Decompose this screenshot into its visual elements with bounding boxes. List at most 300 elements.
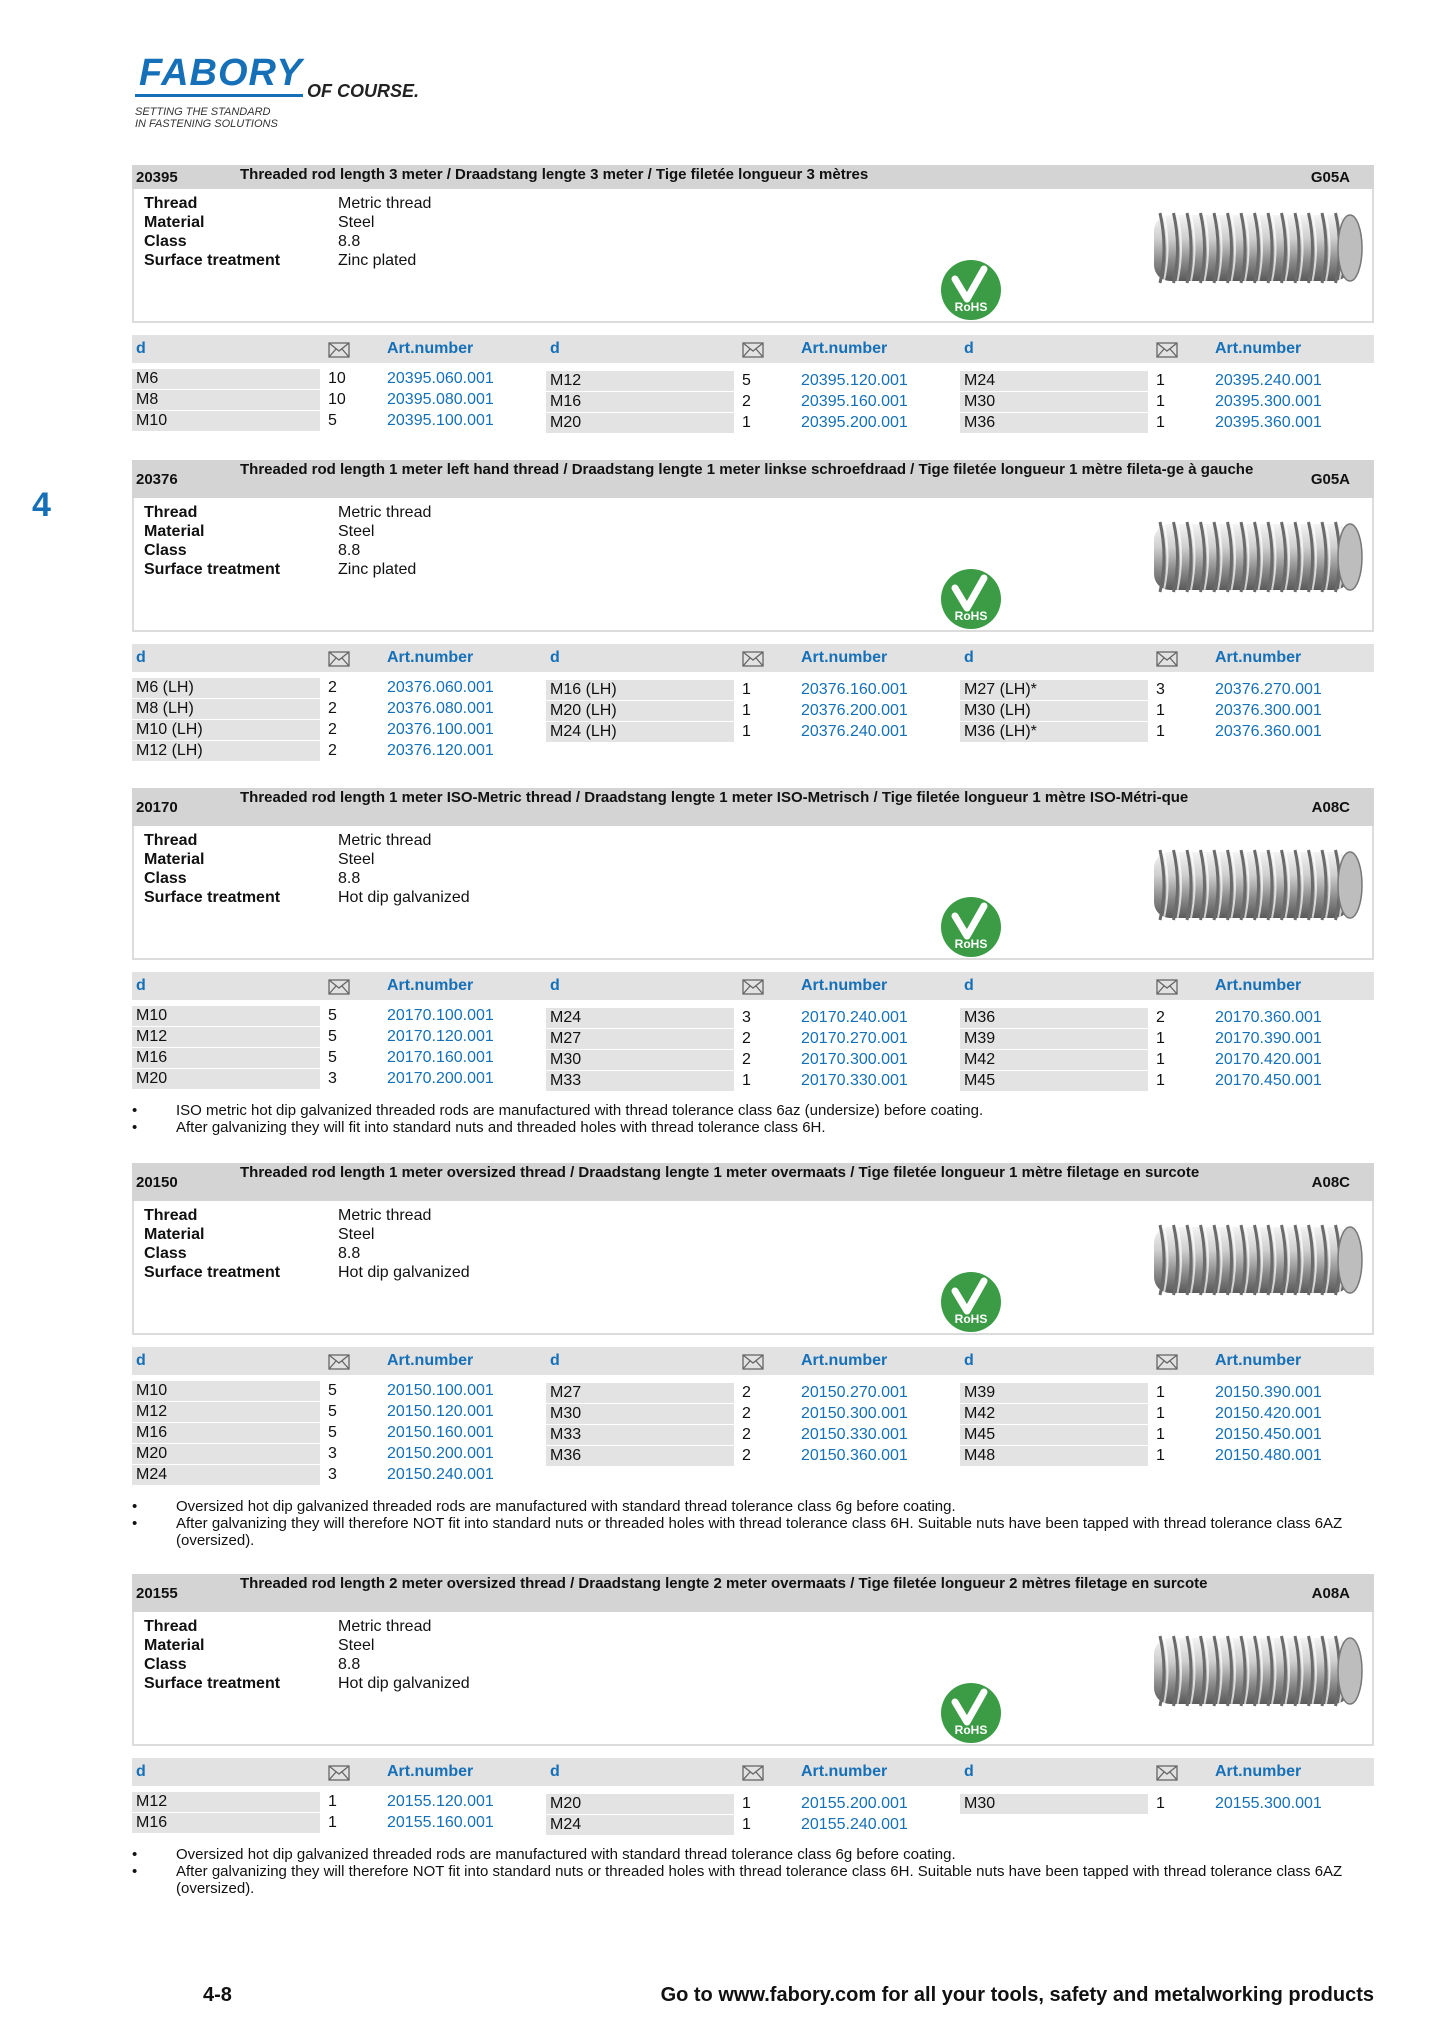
class-code: A08A bbox=[1311, 1585, 1350, 1602]
rohs-icon bbox=[940, 259, 1002, 321]
article-number-link[interactable]: 20395.200.001 bbox=[801, 414, 908, 431]
property-value-material: Steel bbox=[338, 523, 375, 540]
pack-quantity: 1 bbox=[742, 723, 751, 740]
column-header-d: d bbox=[550, 649, 560, 666]
property-value-surface: Hot dip galvanized bbox=[338, 889, 470, 906]
property-label-surface: Surface treatment bbox=[144, 1264, 281, 1281]
section-header bbox=[132, 460, 1374, 498]
pack-quantity: 2 bbox=[742, 393, 751, 410]
article-number-link[interactable]: 20150.450.001 bbox=[1215, 1426, 1322, 1443]
article-number-link[interactable]: 20150.120.001 bbox=[387, 1403, 494, 1420]
logo-underline bbox=[135, 94, 303, 97]
svg-text:RoHS: RoHS bbox=[954, 937, 988, 951]
article-number-link[interactable]: 20170.100.001 bbox=[387, 1007, 494, 1024]
article-number-link[interactable]: 20155.120.001 bbox=[387, 1793, 494, 1810]
note-text: Oversized hot dip galvanized threaded rods are manufactured with standard thread tolerance class 6g before coating. bbox=[176, 1846, 956, 1863]
size-cell: M30 bbox=[960, 1794, 1148, 1814]
pack-quantity: 2 bbox=[742, 1426, 751, 1443]
class-code: A08C bbox=[1311, 1174, 1350, 1191]
property-label-thread: Thread bbox=[144, 1207, 198, 1224]
pack-quantity: 5 bbox=[328, 1424, 337, 1441]
property-value-material: Steel bbox=[338, 1637, 375, 1654]
article-number-link[interactable]: 20395.080.001 bbox=[387, 391, 494, 408]
section-header bbox=[132, 788, 1374, 826]
article-group-code: 20155 bbox=[136, 1585, 178, 1602]
size-cell: M16 bbox=[132, 1423, 320, 1443]
property-label-surface: Surface treatment bbox=[144, 561, 281, 578]
size-cell: M36 (LH)* bbox=[960, 722, 1148, 742]
pack-quantity: 5 bbox=[328, 1049, 337, 1066]
column-header-art-number: Art.number bbox=[1215, 1352, 1302, 1369]
article-number-link[interactable]: 20395.060.001 bbox=[387, 370, 494, 387]
pack-quantity: 2 bbox=[328, 700, 337, 717]
property-label-material: Material bbox=[144, 523, 205, 540]
pack-quantity: 1 bbox=[1156, 393, 1165, 410]
fabory-logo bbox=[135, 52, 435, 132]
mail-icon bbox=[1156, 342, 1178, 358]
rohs-icon bbox=[940, 568, 1002, 630]
article-number-link[interactable]: 20376.060.001 bbox=[387, 679, 494, 696]
property-label-material: Material bbox=[144, 214, 205, 231]
size-cell: M30 bbox=[546, 1404, 734, 1424]
product-section-20170 bbox=[132, 788, 1374, 1136]
section-header bbox=[132, 1163, 1374, 1201]
pack-quantity: 2 bbox=[742, 1030, 751, 1047]
mail-icon bbox=[328, 1765, 350, 1781]
pack-quantity: 3 bbox=[742, 1009, 751, 1026]
size-cell: M30 (LH) bbox=[960, 701, 1148, 721]
article-number-link[interactable]: 20155.200.001 bbox=[801, 1795, 908, 1812]
property-label-thread: Thread bbox=[144, 504, 198, 521]
column-header-art-number: Art.number bbox=[387, 1763, 474, 1780]
column-header-d: d bbox=[550, 1352, 560, 1369]
mail-icon bbox=[1156, 651, 1178, 667]
size-cell: M10 bbox=[132, 1381, 320, 1401]
column-header-d: d bbox=[964, 1352, 974, 1369]
size-cell: M33 bbox=[546, 1071, 734, 1091]
pack-quantity: 5 bbox=[328, 1007, 337, 1024]
size-cell: M30 bbox=[546, 1050, 734, 1070]
class-code: G05A bbox=[1310, 169, 1350, 186]
logo-brand: FABORY bbox=[139, 52, 303, 94]
properties-box bbox=[132, 826, 1374, 960]
bullet: • bbox=[132, 1498, 138, 1515]
mail-icon bbox=[328, 342, 350, 358]
size-cell: M39 bbox=[960, 1383, 1148, 1403]
property-value-material: Steel bbox=[338, 1226, 375, 1243]
size-cell: M42 bbox=[960, 1050, 1148, 1070]
property-value-class: 8.8 bbox=[338, 542, 361, 559]
property-value-class: 8.8 bbox=[338, 1245, 361, 1262]
section-title: Threaded rod length 3 meter / Draadstang lengte 3 meter / Tige filetée longueur 3 mètres bbox=[240, 166, 869, 183]
property-value-surface: Zinc plated bbox=[338, 561, 417, 578]
table-header bbox=[132, 1758, 1374, 1786]
product-section-20395 bbox=[132, 165, 1374, 431]
logo-subtitle-2: IN FASTENING SOLUTIONS bbox=[135, 118, 278, 130]
mail-icon bbox=[742, 1765, 764, 1781]
property-value-material: Steel bbox=[338, 214, 375, 231]
svg-text:RoHS: RoHS bbox=[954, 1723, 988, 1737]
logo-tagline: OF COURSE. bbox=[307, 81, 420, 101]
article-number-link[interactable]: 20150.360.001 bbox=[801, 1447, 908, 1464]
article-number-link[interactable]: 20170.300.001 bbox=[801, 1051, 908, 1068]
article-number-link[interactable]: 20170.390.001 bbox=[1215, 1030, 1322, 1047]
pack-quantity: 1 bbox=[742, 1072, 751, 1089]
article-number-link[interactable]: 20376.300.001 bbox=[1215, 702, 1322, 719]
svg-text:RoHS: RoHS bbox=[954, 609, 988, 623]
size-cell: M20 bbox=[132, 1069, 320, 1089]
size-cell: M24 bbox=[546, 1008, 734, 1028]
size-cell: M12 bbox=[546, 371, 734, 391]
article-number-link[interactable]: 20170.360.001 bbox=[1215, 1009, 1322, 1026]
size-cell: M36 bbox=[546, 1446, 734, 1466]
property-label-material: Material bbox=[144, 1637, 205, 1654]
note-text: After galvanizing they will fit into standard nuts and threaded holes with thread tolerance class 6H. bbox=[176, 1119, 826, 1136]
bullet: • bbox=[132, 1515, 138, 1532]
article-number-link[interactable]: 20155.240.001 bbox=[801, 1816, 908, 1833]
size-cell: M36 bbox=[960, 413, 1148, 433]
pack-quantity: 5 bbox=[328, 1382, 337, 1399]
class-code: G05A bbox=[1310, 471, 1350, 488]
size-cell: M45 bbox=[960, 1071, 1148, 1091]
pack-quantity: 1 bbox=[1156, 1426, 1165, 1443]
section-header bbox=[132, 165, 1374, 189]
column-header-d: d bbox=[550, 977, 560, 994]
pack-quantity: 3 bbox=[328, 1070, 337, 1087]
size-cell: M24 bbox=[960, 371, 1148, 391]
property-label-thread: Thread bbox=[144, 832, 198, 849]
column-header-art-number: Art.number bbox=[801, 649, 888, 666]
column-header-art-number: Art.number bbox=[801, 1763, 888, 1780]
section-title: Threaded rod length 1 meter oversized thread / Draadstang lengte 1 meter overmaats / Tige filetée longueur 1 mètre filetage en surcote bbox=[240, 1164, 1200, 1181]
class-code: A08C bbox=[1311, 799, 1350, 816]
article-number-link[interactable]: 20170.160.001 bbox=[387, 1049, 494, 1066]
article-number-link[interactable]: 20395.100.001 bbox=[387, 412, 494, 429]
mail-icon bbox=[1156, 1765, 1178, 1781]
column-header-d: d bbox=[136, 1352, 146, 1369]
column-header-art-number: Art.number bbox=[801, 340, 888, 357]
table-header bbox=[132, 1347, 1374, 1375]
property-value-thread: Metric thread bbox=[338, 504, 432, 521]
rohs-icon bbox=[940, 1271, 1002, 1333]
pack-quantity: 2 bbox=[742, 1405, 751, 1422]
properties-box bbox=[132, 1201, 1374, 1335]
article-number-link[interactable]: 20170.450.001 bbox=[1215, 1072, 1322, 1089]
article-number-link[interactable]: 20376.270.001 bbox=[1215, 681, 1322, 698]
article-number-link[interactable]: 20395.300.001 bbox=[1215, 393, 1322, 410]
size-cell: M39 bbox=[960, 1029, 1148, 1049]
mail-icon bbox=[742, 651, 764, 667]
article-number-link[interactable]: 20150.270.001 bbox=[801, 1384, 908, 1401]
property-label-class: Class bbox=[144, 1656, 187, 1673]
property-label-surface: Surface treatment bbox=[144, 252, 281, 269]
column-header-art-number: Art.number bbox=[1215, 340, 1302, 357]
size-cell: M10 bbox=[132, 411, 320, 431]
property-value-surface: Hot dip galvanized bbox=[338, 1264, 470, 1281]
table-header bbox=[132, 972, 1374, 1000]
bullet: • bbox=[132, 1863, 138, 1880]
article-number-link[interactable]: 20170.420.001 bbox=[1215, 1051, 1322, 1068]
pack-quantity: 1 bbox=[1156, 1051, 1165, 1068]
pack-quantity: 1 bbox=[742, 681, 751, 698]
property-value-thread: Metric thread bbox=[338, 195, 432, 212]
article-number-link[interactable]: 20170.330.001 bbox=[801, 1072, 908, 1089]
article-number-link[interactable]: 20376.080.001 bbox=[387, 700, 494, 717]
article-number-link[interactable]: 20376.240.001 bbox=[801, 723, 908, 740]
property-value-surface: Zinc plated bbox=[338, 252, 417, 269]
property-label-surface: Surface treatment bbox=[144, 1675, 281, 1692]
pack-quantity: 1 bbox=[1156, 414, 1165, 431]
article-group-code: 20376 bbox=[136, 471, 178, 488]
size-cell: M20 bbox=[132, 1444, 320, 1464]
property-label-thread: Thread bbox=[144, 195, 198, 212]
threaded-rod-image bbox=[1146, 514, 1364, 600]
note-text: After galvanizing they will therefore NOT fit into standard nuts or threaded holes with thread tolerance class 6H. Suitable nuts have been tapped with thread tolerance class 6AZ (oversized). bbox=[176, 1515, 1343, 1549]
property-value-thread: Metric thread bbox=[338, 1618, 432, 1635]
article-group-code: 20395 bbox=[136, 169, 178, 186]
article-number-link[interactable]: 20150.420.001 bbox=[1215, 1405, 1322, 1422]
pack-quantity: 1 bbox=[1156, 1447, 1165, 1464]
column-header-art-number: Art.number bbox=[801, 977, 888, 994]
size-cell: M10 (LH) bbox=[132, 720, 320, 740]
property-value-thread: Metric thread bbox=[338, 832, 432, 849]
pack-quantity: 1 bbox=[742, 414, 751, 431]
section-header bbox=[132, 1574, 1374, 1612]
article-number-link[interactable]: 20395.160.001 bbox=[801, 393, 908, 410]
page-number: 4-8 bbox=[203, 1984, 232, 2006]
property-label-material: Material bbox=[144, 851, 205, 868]
pack-quantity: 1 bbox=[1156, 723, 1165, 740]
article-number-link[interactable]: 20150.390.001 bbox=[1215, 1384, 1322, 1401]
threaded-rod-image bbox=[1146, 1628, 1364, 1714]
logo-subtitle-1: SETTING THE STANDARD bbox=[135, 106, 271, 118]
column-header-d: d bbox=[136, 1763, 146, 1780]
article-number-link[interactable]: 20376.160.001 bbox=[801, 681, 908, 698]
size-cell: M16 bbox=[132, 1813, 320, 1833]
column-header-d: d bbox=[964, 649, 974, 666]
pack-quantity: 2 bbox=[328, 721, 337, 738]
pack-quantity: 1 bbox=[328, 1814, 337, 1831]
column-header-art-number: Art.number bbox=[387, 977, 474, 994]
size-cell: M24 (LH) bbox=[546, 722, 734, 742]
article-number-link[interactable]: 20376.120.001 bbox=[387, 742, 494, 759]
pack-quantity: 10 bbox=[328, 391, 346, 408]
article-number-link[interactable]: 20150.480.001 bbox=[1215, 1447, 1322, 1464]
size-cell: M8 bbox=[132, 390, 320, 410]
pack-quantity: 1 bbox=[1156, 702, 1165, 719]
chapter-number: 4 bbox=[32, 486, 51, 524]
property-value-class: 8.8 bbox=[338, 1656, 361, 1673]
article-number-link[interactable]: 20155.160.001 bbox=[387, 1814, 494, 1831]
section-title: Threaded rod length 1 meter ISO-Metric thread / Draadstang lengte 1 meter ISO-Metrisch / Tige filetée longueur 1 mètre ISO-Métri-que bbox=[240, 789, 1189, 806]
footer-promo: Go to www.fabory.com for all your tools, safety and metalworking products bbox=[660, 1984, 1374, 2006]
property-label-thread: Thread bbox=[144, 1618, 198, 1635]
article-number-link[interactable]: 20150.100.001 bbox=[387, 1382, 494, 1399]
column-header-d: d bbox=[136, 340, 146, 357]
pack-quantity: 1 bbox=[1156, 1072, 1165, 1089]
note-text: Oversized hot dip galvanized threaded rods are manufactured with standard thread tolerance class 6g before coating. bbox=[176, 1498, 956, 1515]
pack-quantity: 2 bbox=[742, 1051, 751, 1068]
property-label-class: Class bbox=[144, 233, 187, 250]
article-group-code: 20170 bbox=[136, 799, 178, 816]
size-cell: M27 (LH)* bbox=[960, 680, 1148, 700]
property-label-class: Class bbox=[144, 1245, 187, 1262]
size-cell: M45 bbox=[960, 1425, 1148, 1445]
section-title: Threaded rod length 2 meter oversized thread / Draadstang lengte 2 meter overmaats / Tige filetée longueur 2 mètres filetage en surcote bbox=[240, 1575, 1208, 1592]
pack-quantity: 2 bbox=[328, 679, 337, 696]
pack-quantity: 2 bbox=[328, 742, 337, 759]
size-cell: M42 bbox=[960, 1404, 1148, 1424]
product-section-20376 bbox=[132, 460, 1374, 759]
rohs-icon bbox=[940, 1682, 1002, 1744]
column-header-art-number: Art.number bbox=[387, 649, 474, 666]
pack-quantity: 1 bbox=[1156, 1795, 1165, 1812]
svg-text:RoHS: RoHS bbox=[954, 1312, 988, 1326]
pack-quantity: 5 bbox=[328, 1028, 337, 1045]
column-header-art-number: Art.number bbox=[1215, 1763, 1302, 1780]
size-cell: M16 bbox=[132, 1048, 320, 1068]
size-cell: M27 bbox=[546, 1383, 734, 1403]
threaded-rod-image bbox=[1146, 1217, 1364, 1303]
property-value-surface: Hot dip galvanized bbox=[338, 1675, 470, 1692]
article-number-link[interactable]: 20150.330.001 bbox=[801, 1426, 908, 1443]
pack-quantity: 2 bbox=[742, 1384, 751, 1401]
table-header bbox=[132, 335, 1374, 363]
column-header-art-number: Art.number bbox=[387, 340, 474, 357]
mail-icon bbox=[328, 651, 350, 667]
size-cell: M16 (LH) bbox=[546, 680, 734, 700]
article-number-link[interactable]: 20395.360.001 bbox=[1215, 414, 1322, 431]
mail-icon bbox=[328, 1354, 350, 1370]
column-header-d: d bbox=[136, 649, 146, 666]
mail-icon bbox=[742, 1354, 764, 1370]
bullet: • bbox=[132, 1102, 138, 1119]
pack-quantity: 3 bbox=[328, 1466, 337, 1483]
article-number-link[interactable]: 20150.160.001 bbox=[387, 1424, 494, 1441]
bullet: • bbox=[132, 1846, 138, 1863]
pack-quantity: 1 bbox=[1156, 1030, 1165, 1047]
article-number-link[interactable]: 20376.200.001 bbox=[801, 702, 908, 719]
size-cell: M20 (LH) bbox=[546, 701, 734, 721]
pack-quantity: 3 bbox=[1156, 681, 1165, 698]
article-number-link[interactable]: 20376.360.001 bbox=[1215, 723, 1322, 740]
product-section-20150 bbox=[132, 1163, 1374, 1549]
size-cell: M8 (LH) bbox=[132, 699, 320, 719]
pack-quantity: 1 bbox=[1156, 1405, 1165, 1422]
column-header-d: d bbox=[136, 977, 146, 994]
pack-quantity: 1 bbox=[742, 1816, 751, 1833]
property-value-class: 8.8 bbox=[338, 233, 361, 250]
threaded-rod-image bbox=[1146, 205, 1364, 291]
article-number-link[interactable]: 20395.120.001 bbox=[801, 372, 908, 389]
article-number-link[interactable]: 20155.300.001 bbox=[1215, 1795, 1322, 1812]
table-header bbox=[132, 644, 1374, 672]
mail-icon bbox=[1156, 979, 1178, 995]
pack-quantity: 5 bbox=[742, 372, 751, 389]
size-cell: M12 bbox=[132, 1792, 320, 1812]
pack-quantity: 10 bbox=[328, 370, 346, 387]
note-text: ISO metric hot dip galvanized threaded rods are manufactured with thread tolerance class 6az (undersize) before coating. bbox=[176, 1102, 984, 1119]
pack-quantity: 5 bbox=[328, 1403, 337, 1420]
property-label-material: Material bbox=[144, 1226, 205, 1243]
size-cell: M24 bbox=[546, 1815, 734, 1835]
property-value-class: 8.8 bbox=[338, 870, 361, 887]
article-number-link[interactable]: 20150.300.001 bbox=[801, 1405, 908, 1422]
property-label-class: Class bbox=[144, 870, 187, 887]
column-header-d: d bbox=[550, 1763, 560, 1780]
mail-icon bbox=[742, 979, 764, 995]
article-number-link[interactable]: 20170.240.001 bbox=[801, 1009, 908, 1026]
bullet: • bbox=[132, 1119, 138, 1136]
size-cell: M20 bbox=[546, 1794, 734, 1814]
column-header-d: d bbox=[964, 1763, 974, 1780]
properties-box bbox=[132, 189, 1374, 323]
property-label-surface: Surface treatment bbox=[144, 889, 281, 906]
pack-quantity: 5 bbox=[328, 412, 337, 429]
size-cell: M12 bbox=[132, 1027, 320, 1047]
size-cell: M10 bbox=[132, 1006, 320, 1026]
size-cell: M33 bbox=[546, 1425, 734, 1445]
size-cell: M24 bbox=[132, 1465, 320, 1485]
property-value-material: Steel bbox=[338, 851, 375, 868]
column-header-art-number: Art.number bbox=[801, 1352, 888, 1369]
article-number-link[interactable]: 20170.200.001 bbox=[387, 1070, 494, 1087]
pack-quantity: 2 bbox=[1156, 1009, 1165, 1026]
size-cell: M6 (LH) bbox=[132, 678, 320, 698]
size-cell: M20 bbox=[546, 413, 734, 433]
properties-box bbox=[132, 1612, 1374, 1746]
article-number-link[interactable]: 20150.200.001 bbox=[387, 1445, 494, 1462]
threaded-rod-image bbox=[1146, 842, 1364, 928]
column-header-art-number: Art.number bbox=[1215, 649, 1302, 666]
size-cell: M30 bbox=[960, 392, 1148, 412]
article-number-link[interactable]: 20395.240.001 bbox=[1215, 372, 1322, 389]
article-number-link[interactable]: 20376.100.001 bbox=[387, 721, 494, 738]
property-label-class: Class bbox=[144, 542, 187, 559]
size-cell: M48 bbox=[960, 1446, 1148, 1466]
section-title: Threaded rod length 1 meter left hand thread / Draadstang lengte 1 meter linkse schroefdraad / Tige filetée longueur 1 mètre fileta-ge à gauche bbox=[240, 461, 1254, 478]
svg-text:RoHS: RoHS bbox=[954, 300, 988, 314]
size-cell: M12 (LH) bbox=[132, 741, 320, 761]
note-text: After galvanizing they will therefore NOT fit into standard nuts or threaded holes with thread tolerance class 6H. Suitable nuts have been tapped with thread tolerance class 6AZ (oversized). bbox=[176, 1863, 1343, 1897]
pack-quantity: 1 bbox=[1156, 372, 1165, 389]
article-number-link[interactable]: 20150.240.001 bbox=[387, 1466, 494, 1483]
product-section-20155 bbox=[132, 1574, 1374, 1897]
article-number-link[interactable]: 20170.270.001 bbox=[801, 1030, 908, 1047]
size-cell: M16 bbox=[546, 392, 734, 412]
mail-icon bbox=[1156, 1354, 1178, 1370]
size-cell: M27 bbox=[546, 1029, 734, 1049]
size-cell: M36 bbox=[960, 1008, 1148, 1028]
column-header-d: d bbox=[964, 977, 974, 994]
pack-quantity: 3 bbox=[328, 1445, 337, 1462]
pack-quantity: 2 bbox=[742, 1447, 751, 1464]
column-header-art-number: Art.number bbox=[387, 1352, 474, 1369]
column-header-art-number: Art.number bbox=[1215, 977, 1302, 994]
rohs-icon bbox=[940, 896, 1002, 958]
column-header-d: d bbox=[550, 340, 560, 357]
pack-quantity: 1 bbox=[742, 1795, 751, 1812]
mail-icon bbox=[328, 979, 350, 995]
article-group-code: 20150 bbox=[136, 1174, 178, 1191]
size-cell: M12 bbox=[132, 1402, 320, 1422]
article-number-link[interactable]: 20170.120.001 bbox=[387, 1028, 494, 1045]
pack-quantity: 1 bbox=[328, 1793, 337, 1810]
pack-quantity: 1 bbox=[742, 702, 751, 719]
mail-icon bbox=[742, 342, 764, 358]
column-header-d: d bbox=[964, 340, 974, 357]
size-cell: M6 bbox=[132, 369, 320, 389]
